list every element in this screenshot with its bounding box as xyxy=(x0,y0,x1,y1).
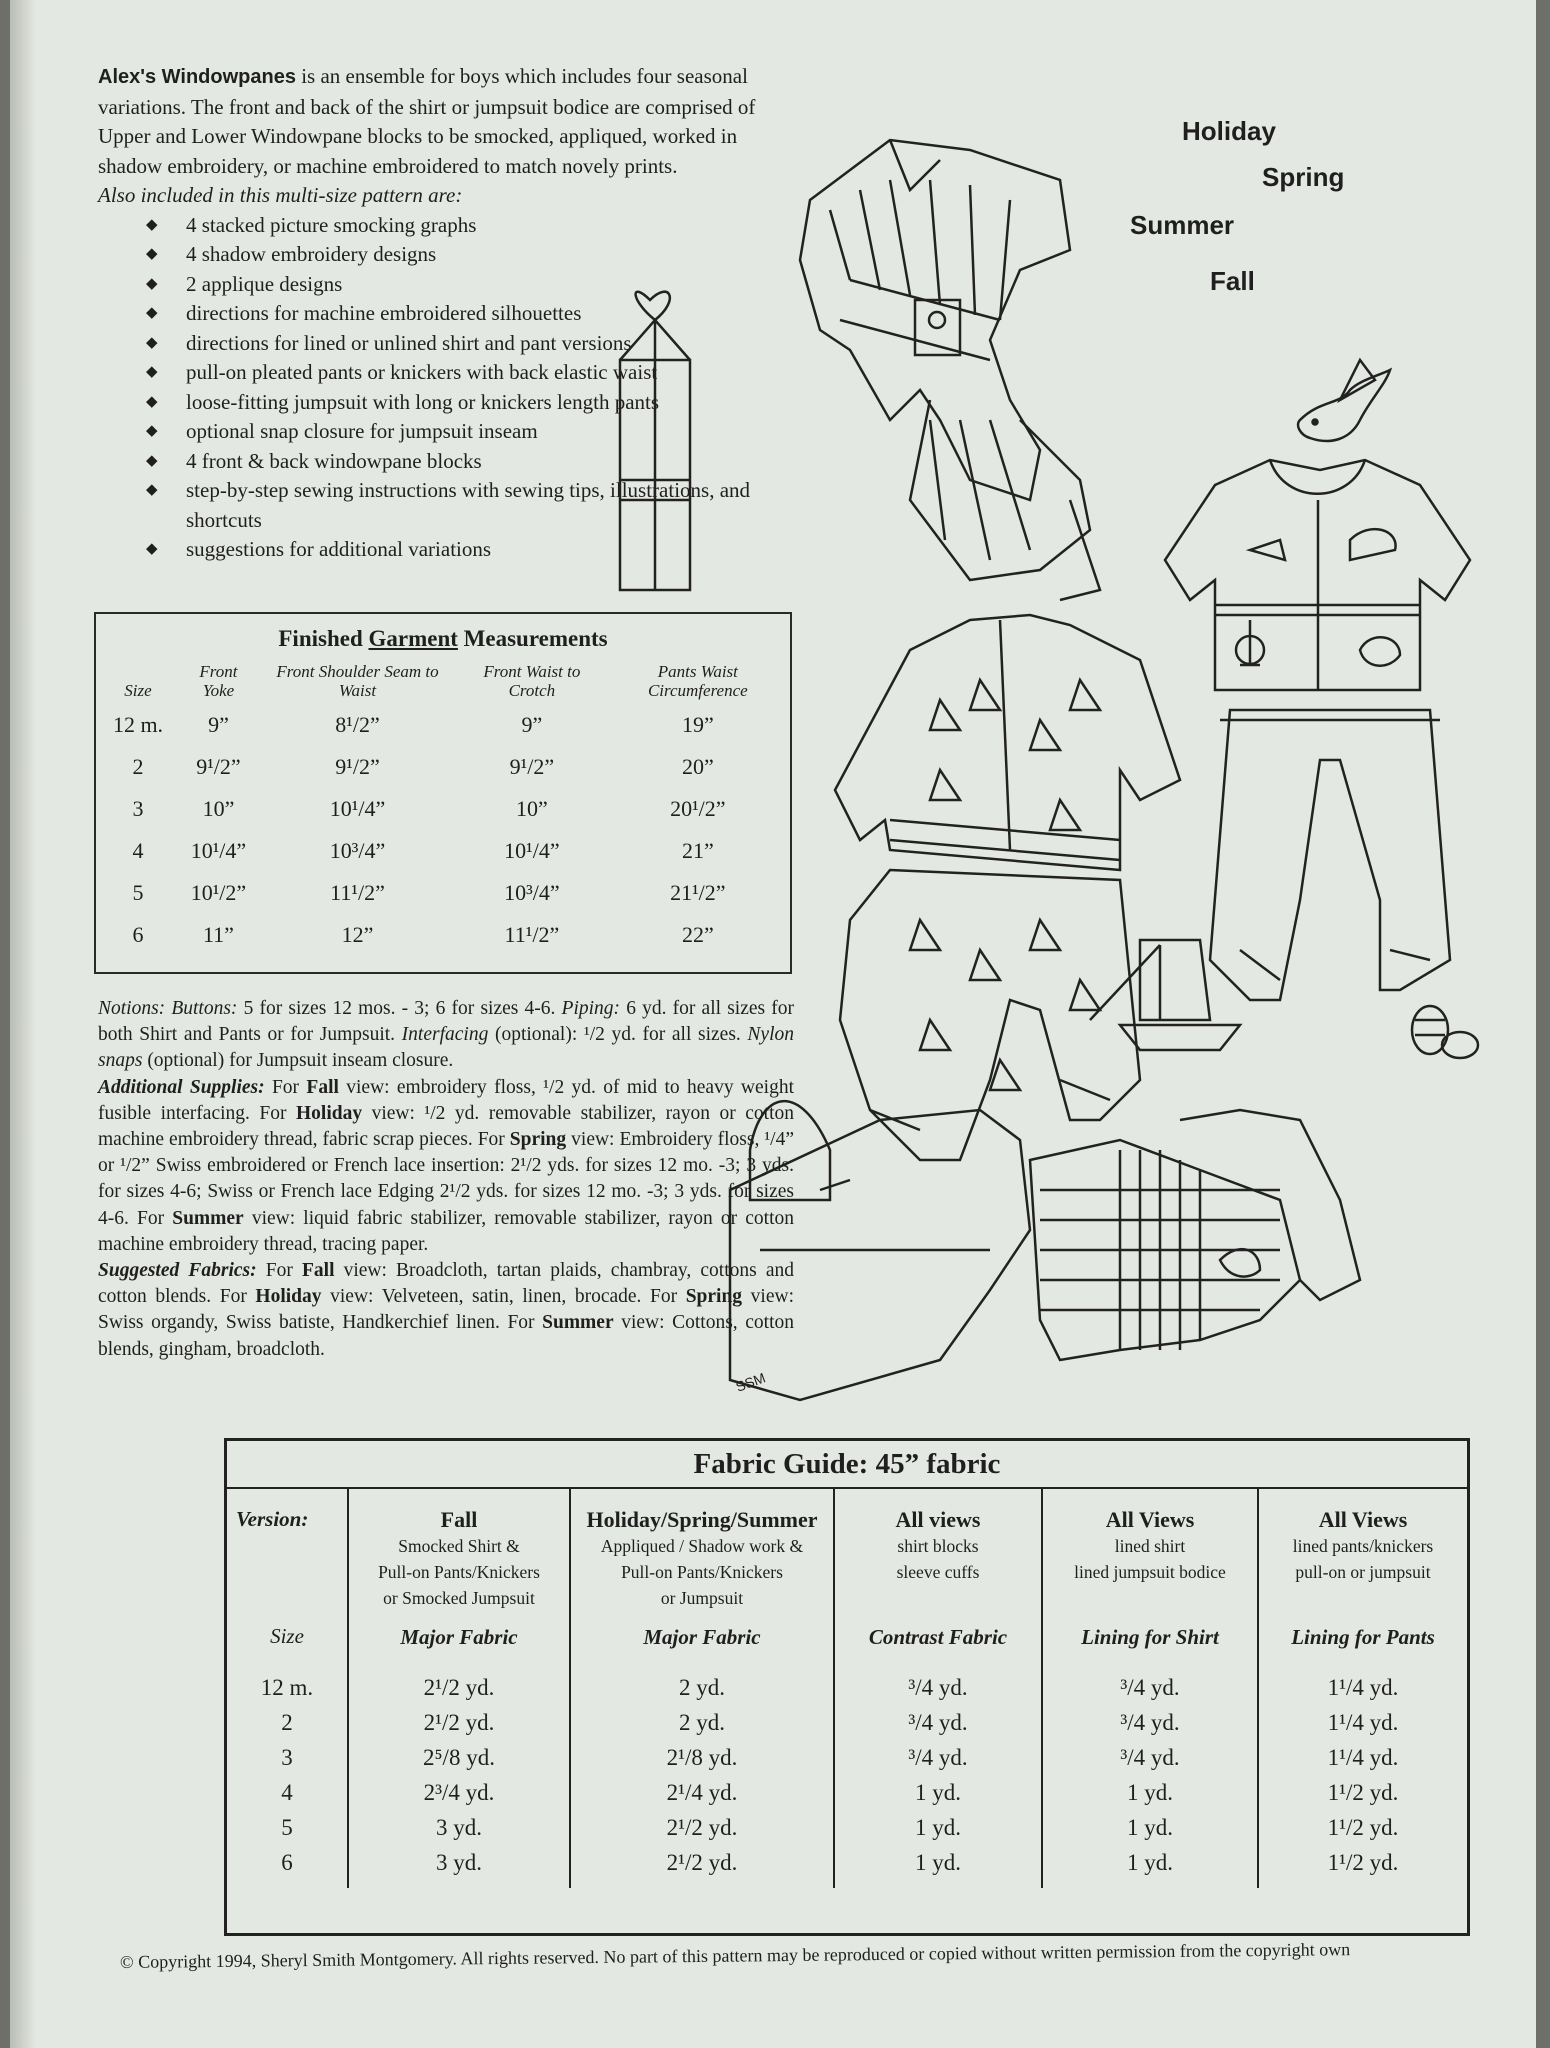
fabric-yardage-cell: 1¹/2 yd. xyxy=(1327,1815,1399,1840)
fabric-yardage-cell: 1 yd. xyxy=(915,1850,961,1875)
additional-supplies-label: Additional Supplies: xyxy=(98,1076,265,1098)
fabric-value-column xyxy=(348,1668,570,1888)
fabric-yardage-cell: ³/4 yd. xyxy=(1120,1745,1180,1770)
fabric-guide-body xyxy=(227,1668,1467,1888)
garment-illustrations xyxy=(733,120,1500,1440)
fabric-value-column xyxy=(1258,1668,1467,1888)
fabric-yardage-cell: 2¹/2 yd. xyxy=(423,1710,495,1735)
measurement-cell: 8¹/2” xyxy=(335,712,380,737)
measurement-cell: 10¹/4” xyxy=(190,838,247,863)
fabric-yardage-cell: 1¹/4 yd. xyxy=(1327,1745,1399,1770)
fabric-guide-title: Fabric Guide: 45” fabric xyxy=(227,1441,1467,1489)
fabric-yardage-cell: 2¹/2 yd. xyxy=(666,1850,738,1875)
fabric-yardage-cell: ³/4 yd. xyxy=(908,1675,968,1700)
fabric-yardage-cell: 2⁵/8 yd. xyxy=(423,1745,495,1770)
measurement-cell: 11¹/2” xyxy=(330,880,385,905)
measurement-cell: 21¹/2” xyxy=(670,880,726,905)
notions-label: Notions: Buttons: xyxy=(98,998,238,1019)
measurement-cell: 9¹/2” xyxy=(196,754,241,779)
fabric-yardage-cell: 1 yd. xyxy=(915,1780,961,1805)
fabric-value-column xyxy=(834,1668,1042,1888)
measurements-header: Front Waist to Crotch xyxy=(483,662,581,700)
fabric-column-header: Holiday/Spring/Summer Appliqued / Shadow work & Pull-on Pants/Knickers or Jumpsuit Major Fabric xyxy=(570,1489,834,1668)
easter-eggs-illustration xyxy=(1412,1006,1478,1058)
measurements-header: Pants Waist Circumference xyxy=(647,662,748,700)
sailboat-illustration xyxy=(1090,940,1240,1050)
feature-list xyxy=(98,211,788,565)
fabric-yardage-cell: 2¹/8 yd. xyxy=(666,1745,738,1770)
fabric-column-header: All Views lined pants/knickers pull-on or jumpsuit Lining for Pants xyxy=(1258,1489,1467,1668)
fabric-yardage-cell: 2 yd. xyxy=(679,1710,725,1735)
notions-and-supplies: Notions: Buttons: 5 for sizes 12 mos. - 3; 6 for sizes 4-6. Piping: 6 yd. for all sizes for both Shirt and Pants or for Jumpsuit. Interfacing (optional): ¹/2 yd. for all sizes. Nylon snaps (optional) for Jumpsuit inseam closure. Additional Supplies: For Fall view: embroidery floss, ¹/2 yd. of mid to heavy weight fusible interfacing. For Holiday view: ¹/2 yd. removable stabilizer, rayon or cotton machine embroidery thread, fabric scrap pieces. For Spring view: Embroidery floss, ¹/4” or ¹/2” Swiss embroidered or French lace insertion: 2¹/2 yds. for sizes 12 mo. -3; 3 yds. for sizes 4-6; Swiss or French lace Edging 2¹/2 yds. for sizes 12 mo. -3; 3 yds. for sizes 4-6. For Summer view: liquid fabric stabilizer, removable stabilizer, rayon or cotton machine embroidery thread, tracing paper. Suggested Fabrics: For Fall view: Broadcloth, tartan plaids, chambray, cottons and cotton blends. For Holiday view: Velveteen, satin, linen, brocade. For Spring view: Swiss organdy, Swiss batiste, Handkerchief linen. For Summer view: Cottons, cotton blends, gingham, broadcloth. xyxy=(98,998,795,1360)
feature-list-item: ◆ step-by-step sewing instructions with sewing tips, illustrations, and shortcuts xyxy=(146,476,788,535)
measurement-cell: 10” xyxy=(202,796,235,821)
measurements-row xyxy=(96,914,790,956)
bird-illustration xyxy=(1298,360,1390,441)
measurement-cell: 5 xyxy=(132,880,144,905)
garment-measurements-table xyxy=(94,612,792,974)
fabric-yardage-cell: ³/4 yd. xyxy=(908,1745,968,1770)
fabric-size-cell: 6 xyxy=(281,1850,293,1875)
spring-outfit-illustration xyxy=(1165,460,1470,1000)
fabric-yardage-cell: 1¹/2 yd. xyxy=(1327,1850,1399,1875)
view-label-fall: Fall xyxy=(1210,266,1255,296)
fabric-guide-table xyxy=(224,1438,1470,1936)
fabric-yardage-cell: ³/4 yd. xyxy=(1120,1675,1180,1700)
measurements-header: Size xyxy=(124,681,152,700)
fabric-yardage-cell: 1 yd. xyxy=(1127,1815,1173,1840)
measurements-grid xyxy=(96,658,790,956)
fabric-value-column xyxy=(1042,1668,1258,1888)
fabric-size-column xyxy=(227,1668,348,1888)
measurement-cell: 10” xyxy=(515,796,548,821)
fabric-yardage-cell: 1¹/2 yd. xyxy=(1327,1780,1399,1805)
measurements-row xyxy=(96,746,790,788)
fabric-yardage-cell: 1¹/4 yd. xyxy=(1327,1710,1399,1735)
fabric-column-header: All Views lined shirt lined jumpsuit bodice Lining for Shirt xyxy=(1042,1489,1258,1668)
view-label-holiday: Holiday xyxy=(1182,116,1276,146)
measurement-cell: 10¹/4” xyxy=(504,838,560,863)
measurement-cell: 9¹/2” xyxy=(335,754,380,779)
pattern-title: Alex's Windowpanes xyxy=(98,66,296,88)
measurement-cell: 9” xyxy=(521,712,543,737)
feature-list-item: ◆ directions for lined or unlined shirt and pant versions xyxy=(146,329,788,359)
fabric-guide-values xyxy=(227,1668,1467,1888)
measurement-cell: 11” xyxy=(202,922,234,947)
fabric-yardage-cell: 2¹/4 yd. xyxy=(666,1780,738,1805)
measurement-cell: 10¹/4” xyxy=(329,796,386,821)
intro-text: is an ensemble for boys which includes four seasonal variations. The front and back of the shirt or jumpsuit bodice are comprised of Upper and Lower Windowpane blocks to be smocked, appliqued, worked in shadow embroidery, or machine embroidered to match novely prints. xyxy=(98,64,756,178)
fabric-size-cell: 2 xyxy=(281,1710,293,1735)
fabric-value-column xyxy=(570,1668,834,1888)
fabric-guide-header-row xyxy=(227,1489,1467,1668)
fabric-size-cell: 12 m. xyxy=(260,1675,314,1700)
fabric-yardage-cell: 2¹/2 yd. xyxy=(666,1815,738,1840)
measurements-row xyxy=(96,704,790,746)
fabric-yardage-cell: ³/4 yd. xyxy=(1120,1710,1180,1735)
measurement-cell: 10¹/2” xyxy=(190,880,247,905)
fabric-size-cell: 5 xyxy=(281,1815,293,1840)
measurements-row xyxy=(96,830,790,872)
measurement-cell: 19” xyxy=(681,712,714,737)
fabric-size-cell: 3 xyxy=(281,1745,293,1770)
feature-list-item: ◆ optional snap closure for jumpsuit inseam xyxy=(146,417,788,447)
fabric-yardage-cell: 1 yd. xyxy=(1127,1850,1173,1875)
view-label-summer: Summer xyxy=(1130,210,1235,240)
feature-list-item: ◆ 4 stacked picture smocking graphs xyxy=(146,211,788,241)
fabric-yardage-cell: 2 yd. xyxy=(679,1675,725,1700)
summer-outfit-illustration xyxy=(835,615,1180,1160)
view-label-spring: Spring xyxy=(1262,162,1345,192)
measurement-cell: 20¹/2” xyxy=(670,796,726,821)
measurements-row xyxy=(96,788,790,830)
measurements-body xyxy=(96,704,790,956)
measurement-cell: 21” xyxy=(681,838,714,863)
fall-outfit-illustration xyxy=(730,1101,1360,1400)
intro-paragraph xyxy=(98,62,788,181)
feature-list-item: ◆ pull-on pleated pants or knickers with back elastic waist xyxy=(146,358,788,388)
measurement-cell: 11¹/2” xyxy=(504,922,560,947)
measurement-cell: 22” xyxy=(681,922,714,947)
artist-signature: SSM xyxy=(733,1369,768,1395)
measurement-cell: 12” xyxy=(341,922,374,947)
feature-list-item: ◆ 4 shadow embroidery designs xyxy=(146,240,788,270)
fabric-yardage-cell: 1 yd. xyxy=(1127,1780,1173,1805)
feature-list-item: ◆ suggestions for additional variations xyxy=(146,535,788,565)
feature-list-item: ◆ 2 applique designs xyxy=(146,270,788,300)
measurement-cell: 10³/4” xyxy=(329,838,386,863)
fabric-version-header: Version: Size xyxy=(236,1507,309,1648)
pattern-page xyxy=(10,0,1536,2048)
fabric-size-cell: 4 xyxy=(281,1780,293,1805)
measurements-row xyxy=(96,872,790,914)
page-binding-shadow xyxy=(10,0,36,2048)
measurement-cell: 4 xyxy=(132,838,144,863)
measurements-header: Front Shoulder Seam to Waist xyxy=(276,662,439,700)
measurement-cell: 2 xyxy=(132,754,144,779)
fabric-yardage-cell: 2³/4 yd. xyxy=(423,1780,495,1805)
measurement-cell: 9” xyxy=(208,712,229,737)
feature-list-item: ◆ loose-fitting jumpsuit with long or knickers length pants xyxy=(146,388,788,418)
measurements-title: Finished Garment Measurements xyxy=(278,626,608,651)
fabric-yardage-cell: 3 yd. xyxy=(436,1815,482,1840)
fabric-yardage-cell: 2¹/2 yd. xyxy=(423,1675,495,1700)
copyright-notice: © Copyright 1994, Sheryl Smith Montgomery. All rights reserved. No part of this pattern may be reproduced or copied without written permission from the copyright own xyxy=(119,1939,1351,1972)
fabric-column-header: All views shirt blocks sleeve cuffs Contrast Fabric xyxy=(834,1489,1042,1668)
fabric-yardage-cell: 3 yd. xyxy=(436,1850,482,1875)
feature-list-item: ◆ directions for machine embroidered silhouettes xyxy=(146,299,788,329)
fabric-guide-grid xyxy=(227,1489,1467,1888)
intro-section xyxy=(98,62,788,565)
fabric-yardage-cell: 1¹/4 yd. xyxy=(1327,1675,1399,1700)
also-included-label: Also included in this multi-size pattern are: xyxy=(98,183,463,207)
measurement-cell: 12 m. xyxy=(112,712,164,737)
fabric-column-header: Fall Smocked Shirt & Pull-on Pants/Knickers or Smocked Jumpsuit Major Fabric xyxy=(348,1489,570,1668)
measurements-header-row xyxy=(96,658,790,704)
fabric-yardage-cell: ³/4 yd. xyxy=(908,1710,968,1735)
measurement-cell: 9¹/2” xyxy=(509,754,555,779)
measurement-cell: 6 xyxy=(132,922,144,947)
measurements-header: Front Yoke xyxy=(199,662,238,700)
fabric-yardage-cell: 1 yd. xyxy=(915,1815,961,1840)
feature-list-item: ◆ 4 front & back windowpane blocks xyxy=(146,447,788,477)
measurement-cell: 10³/4” xyxy=(504,880,560,905)
measurement-cell: 20” xyxy=(681,754,714,779)
measurement-cell: 3 xyxy=(132,796,144,821)
suggested-fabrics-label: Suggested Fabrics: xyxy=(98,1260,257,1282)
